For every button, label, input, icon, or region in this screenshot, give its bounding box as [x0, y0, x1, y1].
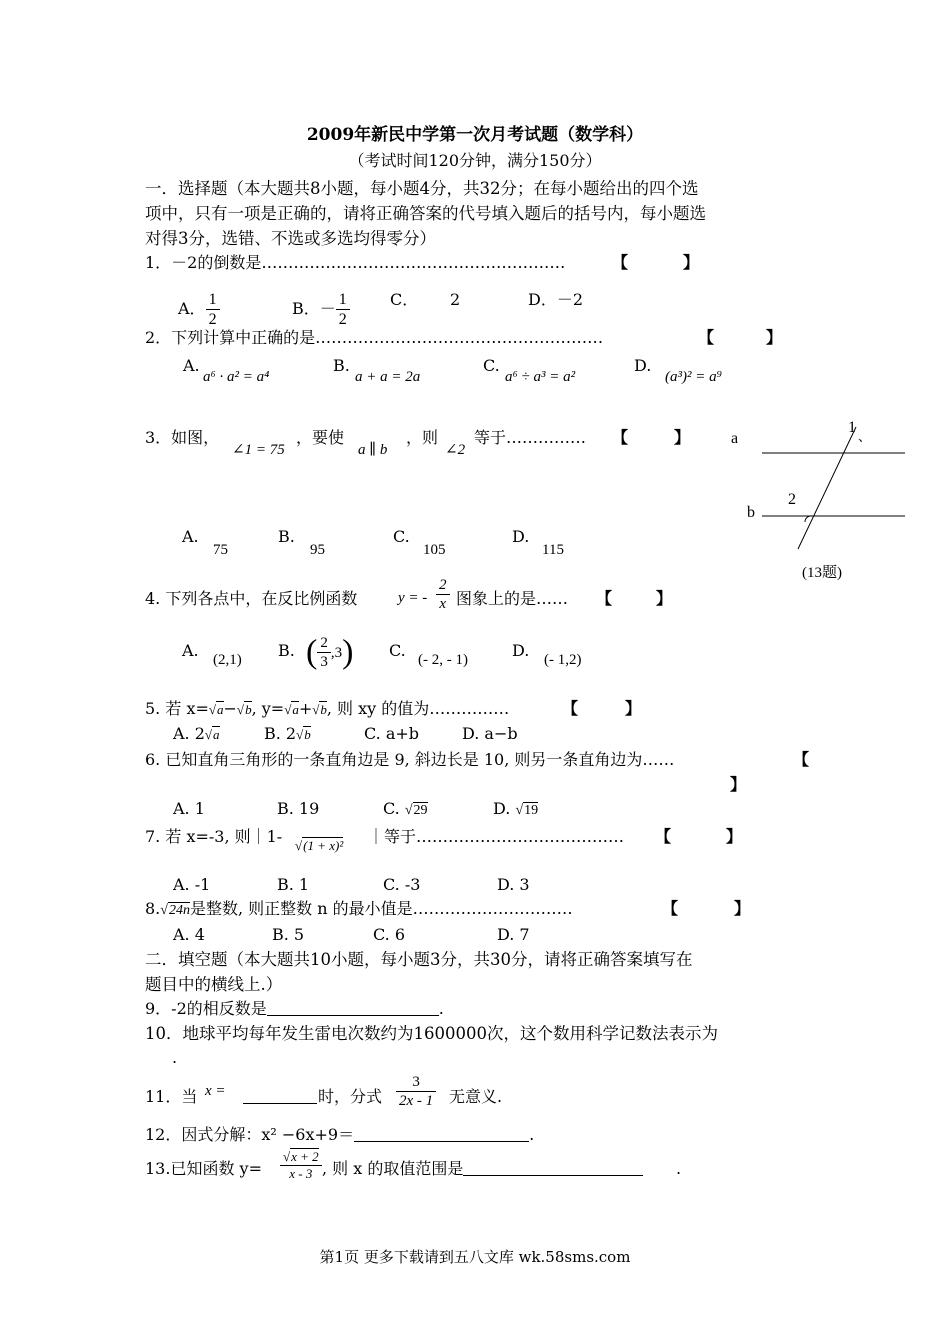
q8-option-c: C. 6: [373, 925, 406, 944]
q4-option-c-label: C.: [389, 641, 406, 660]
q4-option-b-label: B.: [278, 641, 295, 660]
q1-a-denominator: 2: [208, 311, 217, 329]
q5-bracket-open: 【: [562, 699, 579, 718]
section1-heading-line2: 项中，只有一项是正确的，请将正确答案的代号填入题后的括号内，每小题选: [145, 204, 706, 223]
q7-option-c: C. -3: [383, 875, 421, 894]
figure-tick-mark: 、: [858, 430, 872, 445]
q3-option-a-value: 75: [213, 542, 228, 558]
section2-heading-line2: 题目中的横线上.）: [145, 975, 283, 994]
q5-option-b-label: B. 2: [264, 724, 297, 743]
q4-b-denominator: 3: [320, 654, 328, 670]
q5-option-a-label: A. 2: [173, 724, 205, 743]
q6-option-d: D. √19: [493, 799, 539, 818]
q3-bracket-close: 】: [674, 428, 691, 447]
q6-stem: 6. 已知直角三角形的一条直角边是 9, 斜边长是 10, 则另一条直角边为……: [145, 750, 675, 769]
q8-stem: 8.√24n是整数, 则正整数 n 的最小值是…………………………: [145, 899, 573, 918]
q4-option-a-label: A.: [182, 641, 199, 660]
q12-stem: 12．因式分解：x² −6x+9＝: [145, 1125, 355, 1144]
section1-heading-line1: 一．选择题（本大题共8小题，每小题4分，共32分；在每小题给出的四个选: [145, 179, 699, 198]
q1-option-a-label: A．: [178, 299, 206, 319]
q8-number: 8.: [145, 899, 161, 918]
q4-b-rest: ,3: [330, 645, 343, 661]
q8-radicand: 24n: [168, 903, 190, 918]
q4-function-lhs: y = -: [398, 590, 428, 606]
q11-stem-a: 11．当: [145, 1087, 198, 1106]
q4-option-c-value: (- 2, - 1): [418, 652, 468, 668]
q6-option-a: A. 1: [173, 799, 205, 818]
q11-answer-blank[interactable]: [243, 1087, 317, 1104]
q13-answer-blank[interactable]: [463, 1159, 643, 1176]
q8-bracket-close: 】: [734, 899, 751, 918]
q3-option-b-value: 95: [310, 542, 325, 558]
q3-stem-a: 3．如图，: [145, 428, 220, 447]
q1-stem: 1．－2的倒数是…………………………………………………: [145, 253, 566, 272]
q11-fraction: [396, 1073, 436, 1110]
q3-option-d-label: D.: [512, 527, 530, 546]
q4-option-d-value: (- 1,2): [544, 652, 582, 668]
q6-option-c-radicand: 29: [413, 803, 428, 818]
q4-option-a-value: (2,1): [213, 652, 242, 668]
q3-angle2: ∠2: [445, 442, 466, 458]
q6-option-d-label: D.: [493, 799, 511, 818]
q7-radical: √(1 + x)²: [295, 838, 344, 853]
q13-end: .: [676, 1159, 682, 1178]
q12: [145, 1125, 534, 1144]
q3-option-d-value: 115: [542, 542, 564, 558]
q5-bracket-close: 】: [625, 699, 642, 718]
q13-stem-b-text: , 则 x 的取值范围是: [322, 1159, 464, 1178]
transversal-line: [798, 427, 856, 549]
figure-label-2: 2: [788, 491, 796, 508]
q5-x-radicand-b: b: [245, 702, 252, 717]
q13-fraction-denominator: x - 3: [289, 1165, 313, 1181]
q1-b-numerator: 1: [336, 290, 350, 310]
q9-stem: 9．-2的相反数是: [145, 999, 267, 1018]
q2-option-a-label: A.: [183, 356, 200, 375]
q3-option-a-label: A.: [182, 527, 199, 546]
q11-variable: x =: [205, 1083, 226, 1099]
page-subtitle: （考试时间120分钟，满分150分）: [348, 151, 602, 170]
q11-answer: [243, 1087, 317, 1106]
q5-option-a-radicand: a: [213, 727, 220, 742]
q11-stem-c: 无意义.: [449, 1087, 503, 1106]
q3-stem-b: ，要使: [296, 428, 345, 447]
q2-bracket-close: 】: [766, 328, 783, 347]
q5-x-minus: −: [223, 699, 237, 718]
q7-bracket-open: 【: [655, 827, 672, 846]
q1-bracket-close: 】: [683, 253, 700, 272]
q5-stem-c: , 则 xy 的值为……………: [326, 699, 510, 718]
parallel-lines-figure: [0, 0, 950, 600]
q5-stem: 5. 若 x=√a−√b, y=√a+√b, 则 xy 的值为……………: [145, 699, 510, 718]
q5-option-b: B. 2√b: [264, 724, 311, 743]
q4-option-b-value: ( $\frac{2}{3}$ ,3): [306, 633, 354, 671]
q5-stem-a: 5. 若 x=: [145, 699, 209, 718]
q1-option-b-label: B．－: [292, 299, 336, 319]
figure-label-a: a: [731, 430, 739, 447]
q5-y-radicand-b: b: [320, 702, 327, 717]
q7-stem-b: ｜等于…………………………………: [368, 827, 625, 846]
q12-answer-blank[interactable]: [354, 1125, 529, 1142]
q2-option-a-expr: a⁶ · a² = a⁴: [203, 369, 270, 385]
q6-bracket-close: 】: [730, 775, 747, 794]
q9-answer-blank[interactable]: [267, 999, 439, 1016]
q11-fraction-denominator: 2x - 1: [399, 1093, 434, 1109]
q2-option-c-label: C.: [483, 356, 500, 375]
q4-fraction-numerator: 2: [436, 576, 450, 595]
section2-heading-line1: 二．填空题（本大题共10小题，每小题3分，共30分，请将正确答案填写在: [145, 950, 693, 969]
q13-stem-b: [322, 1159, 643, 1178]
q8-option-b: B. 5: [272, 925, 305, 944]
q5-option-b-radicand: b: [304, 727, 311, 742]
q5-option-d: D. a−b: [462, 724, 518, 743]
q5-x-radicand-a: a: [217, 702, 224, 717]
q1-option-d: D．－2: [528, 290, 584, 309]
figure-label-b: b: [747, 504, 755, 521]
q12-end: .: [529, 1125, 535, 1144]
q5-y-radicand-a: a: [292, 702, 299, 717]
q7-radicand: (1 + x)²: [303, 838, 344, 853]
q7-option-a: A. -1: [173, 875, 211, 894]
q9-end: .: [438, 999, 444, 1018]
q6-option-b: B. 19: [277, 799, 320, 818]
q4-b-numerator: 2: [317, 634, 331, 653]
q3-bracket-open: 【: [612, 428, 629, 447]
q7-stem: [145, 827, 282, 846]
q7-stem-a: 7. 若 x=-3, 则｜1-: [145, 827, 283, 846]
q10-line2: .: [172, 1048, 178, 1067]
page-title: 2009年新民中学第一次月考试题（数学科）: [306, 125, 644, 145]
q7-option-d: D. 3: [497, 875, 530, 894]
q8-bracket-open: 【: [662, 899, 679, 918]
q8-option-a: A. 4: [173, 925, 205, 944]
q1-a-numerator: 1: [206, 290, 220, 310]
section1-heading-line3: 对得3分，选错、不选或多选均得零分）: [145, 229, 436, 248]
q1-bracket-open: 【: [612, 253, 629, 272]
figure-caption: (13题): [802, 565, 842, 581]
q6-option-c: C. √29: [383, 799, 428, 818]
q1-option-c-label: C．: [390, 290, 419, 309]
q2-option-b-label: B.: [333, 356, 350, 375]
q3-option-c-label: C.: [393, 527, 410, 546]
q13-fraction: [280, 1149, 322, 1181]
q5-option-a: A. 2√a: [173, 724, 220, 743]
q3-stem-d: 等于……………: [474, 428, 587, 447]
q2-option-d-label: D.: [634, 356, 652, 375]
q3-option-b-label: B.: [278, 527, 295, 546]
q13-numerator-radicand: x + 2: [291, 1149, 319, 1164]
q5-option-c: C. a+b: [364, 724, 420, 743]
q6-bracket-open: 【: [793, 750, 810, 769]
q11-stem-b: 时，分式: [318, 1087, 383, 1106]
q2-bracket-open: 【: [698, 328, 715, 347]
q2-stem: 2．下列计算中正确的是………………………………………………: [145, 328, 604, 347]
page-footer: 第1页 更多下载请到五八文库 wk.58sms.com: [319, 1248, 631, 1266]
q1-option-c-value: 2: [450, 290, 461, 309]
q4-option-d-label: D.: [512, 641, 530, 660]
q2-option-d-expr: (a³)² = a⁹: [665, 369, 722, 385]
q7-bracket-close: 】: [726, 827, 743, 846]
q4-fraction-denominator: x: [439, 596, 447, 612]
q3-option-c-value: 105: [423, 542, 446, 558]
q9: [145, 999, 444, 1018]
q11-fraction-numerator: 3: [396, 1073, 436, 1092]
q5-stem-b: , y=: [251, 699, 285, 718]
q4-bracket-open: 【: [596, 589, 613, 608]
q3-parallel: a ∥ b: [358, 442, 388, 458]
q13-fraction-numerator: √x + 2: [280, 1149, 322, 1166]
q4-stem-a: 4. 下列各点中，在反比例函数: [145, 589, 358, 608]
q2-option-c-expr: a⁶ ÷ a³ = a²: [505, 369, 576, 385]
q8-option-d: D. 7: [497, 925, 530, 944]
q7-option-b: B. 1: [277, 875, 310, 894]
q4-stem-b: 图象上的是……: [456, 589, 569, 608]
q6-option-d-radicand: 19: [524, 803, 539, 818]
q10-line1: 10．地球平均每年发生雷电次数约为1600000次，这个数用科学记数法表示为: [145, 1024, 718, 1043]
q4-function-fraction: [436, 576, 450, 613]
q6-option-c-label: C.: [383, 799, 400, 818]
q5-y-plus: +: [298, 699, 313, 718]
q13-stem-a: 13.已知函数 y=: [145, 1159, 262, 1178]
q1-b-denominator: 2: [338, 311, 347, 329]
figure-label-1: 1: [848, 419, 856, 436]
q8-stem-text: 是整数, 则正整数 n 的最小值是…………………………: [189, 899, 573, 918]
q3-angle1: ∠1 = 75: [232, 442, 285, 458]
q3-stem-c: ，则: [406, 428, 439, 447]
q4-bracket-close: 】: [656, 589, 673, 608]
q2-option-b-expr: a + a = 2a: [355, 369, 421, 385]
